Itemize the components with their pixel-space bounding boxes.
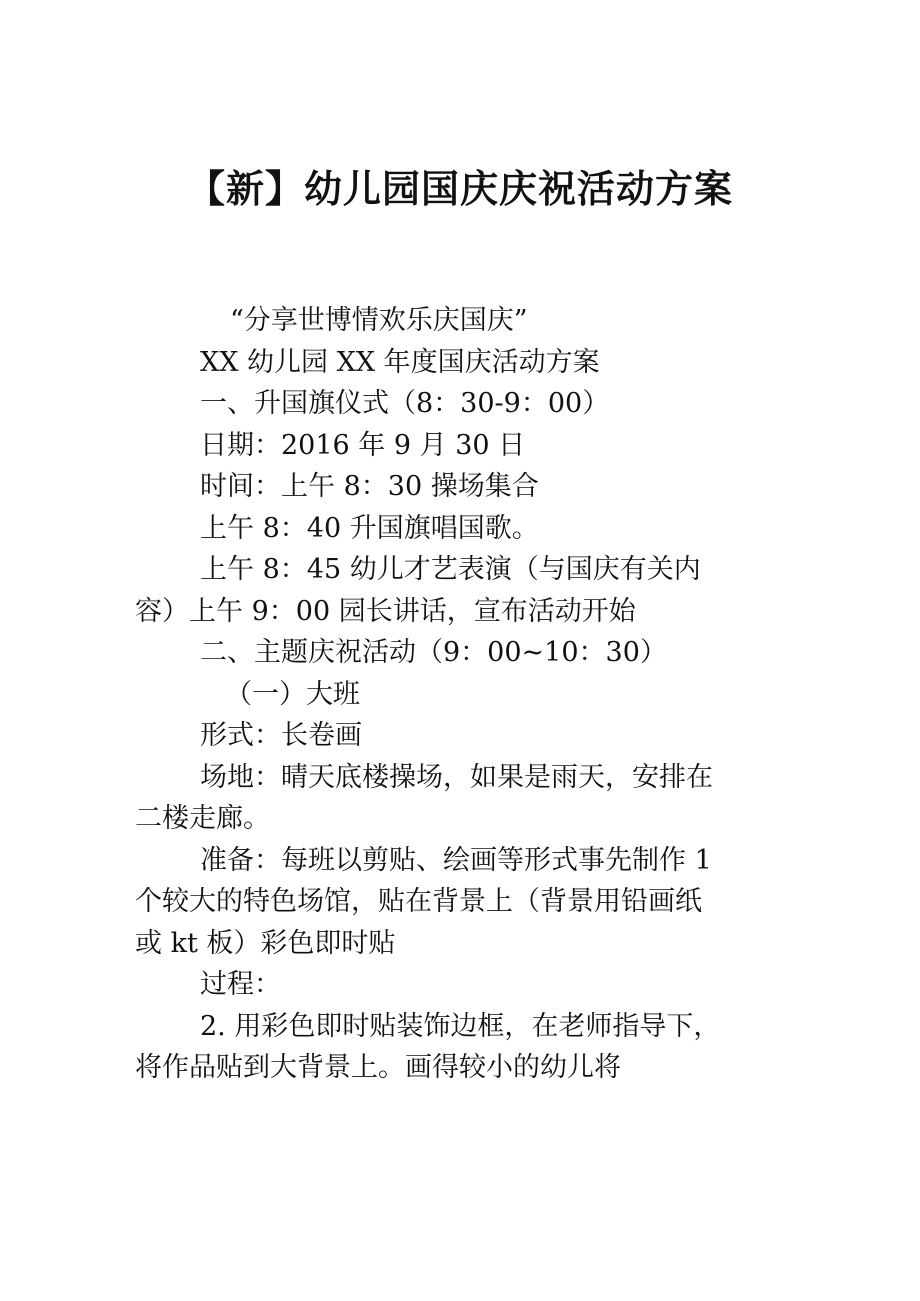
preparation-line: 个较大的特色场馆，贴在背景上（背景用铅画纸 [135, 886, 702, 917]
schedule-line: 容）上午 9：00 园长讲话，宣布活动开始 [135, 595, 636, 627]
schedule-line: 上午 8：40 升国旗唱国歌。 [200, 512, 539, 544]
venue-line: 场地：晴天底楼操场，如果是雨天，安排在 [200, 761, 713, 793]
date-line: 日期：2016 年 9 月 30 日 [200, 429, 526, 461]
preparation-line: 准备：每班以剪贴、绘画等形式事先制作 1 [200, 844, 712, 876]
document-title: 【新】幼儿园国庆庆祝活动方案 [186, 167, 733, 211]
process-line: 2. 用彩色即时贴装饰边框，在老师指导下， [200, 1010, 721, 1042]
section-heading-flag-ceremony: 一、升国旗仪式（8：30-9：00） [200, 388, 610, 419]
section-heading-theme-activity: 二、主题庆祝活动（9：00~10：30） [200, 637, 667, 668]
time-line: 时间：上午 8：30 操场集合 [200, 471, 539, 502]
subsection-heading-big-class: （一）大班 [225, 678, 360, 710]
process-heading: 过程： [200, 969, 281, 1000]
venue-line: 二楼走廊。 [135, 803, 270, 834]
preparation-line: 或 kt 板）彩色即时贴 [135, 927, 396, 959]
document-body [135, 300, 810, 1089]
schedule-line: 上午 8：45 幼儿才艺表演（与国庆有关内 [200, 554, 701, 585]
process-line: 将作品贴到大背景上。画得较小的幼儿将 [135, 1052, 621, 1083]
plan-title-line: XX 幼儿园 XX 年度国庆活动方案 [200, 346, 600, 378]
form-line: 形式：长卷画 [200, 720, 362, 751]
slogan-line: “分享世博情欢乐庆国庆” [230, 305, 528, 336]
